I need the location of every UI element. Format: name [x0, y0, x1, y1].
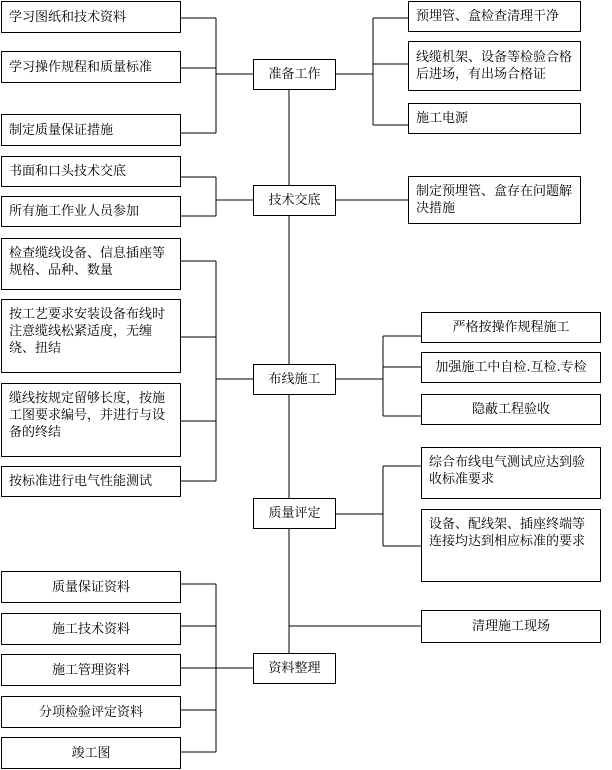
wiring-left-item: 按标准进行电气性能测试 — [1, 466, 181, 497]
stage-quality: 质量评定 — [253, 498, 336, 529]
quality-right-item: 综合布线电气测试应达到验收标准要求 — [421, 447, 601, 499]
prep-left-item: 学习操作规程和质量标准 — [1, 51, 181, 83]
docs-left-item: 施工管理资料 — [1, 654, 181, 686]
prep-left-item: 学习图纸和技术资料 — [1, 1, 181, 33]
wiring-right-item: 隐蔽工程验收 — [421, 394, 601, 425]
prep-right-item: 线缆机架、设备等检验合格后进场，有出场合格证 — [408, 41, 581, 91]
tech-left-item: 所有施工作业人员参加 — [1, 196, 181, 227]
docs-left-item: 质量保证资料 — [1, 571, 181, 603]
stage-docs: 资料整理 — [253, 653, 336, 684]
quality-right-item: 设备、配线架、插座终端等连接均达到相应标准的要求 — [421, 509, 601, 582]
prep-right-item: 施工电源 — [408, 103, 581, 134]
tech-left-item: 书面和口头技术交底 — [1, 156, 181, 187]
tech-right-item: 制定预埋管、盒存在问题解决措施 — [408, 176, 581, 224]
prep-right-item: 预埋管、盒检查清理干净 — [408, 1, 581, 32]
docs-left-item: 施工技术资料 — [1, 613, 181, 645]
wiring-right-item: 加强施工中自检.互检.专检 — [421, 352, 601, 383]
wiring-left-item: 按工艺要求安装设备布线时注意缆线松紧适度，无缠绕、扭结 — [1, 299, 181, 373]
docs-left-item: 竣工图 — [1, 737, 181, 769]
prep-left-item: 制定质量保证措施 — [1, 114, 181, 146]
stage-wiring: 布线施工 — [253, 364, 336, 395]
wiring-left-item: 缆线按规定留够长度，按施工图要求编号，并进行与设备的终结 — [1, 383, 181, 457]
stage-prep: 准备工作 — [253, 59, 336, 90]
wiring-right-item: 严格按操作规程施工 — [421, 312, 601, 343]
wiring-left-item: 检查缆线设备、信息插座等规格、品种、数量 — [1, 238, 181, 290]
docs-right-item: 清理施工现场 — [421, 610, 601, 643]
stage-tech: 技术交底 — [253, 185, 336, 216]
docs-left-item: 分项检验评定资料 — [1, 696, 181, 728]
